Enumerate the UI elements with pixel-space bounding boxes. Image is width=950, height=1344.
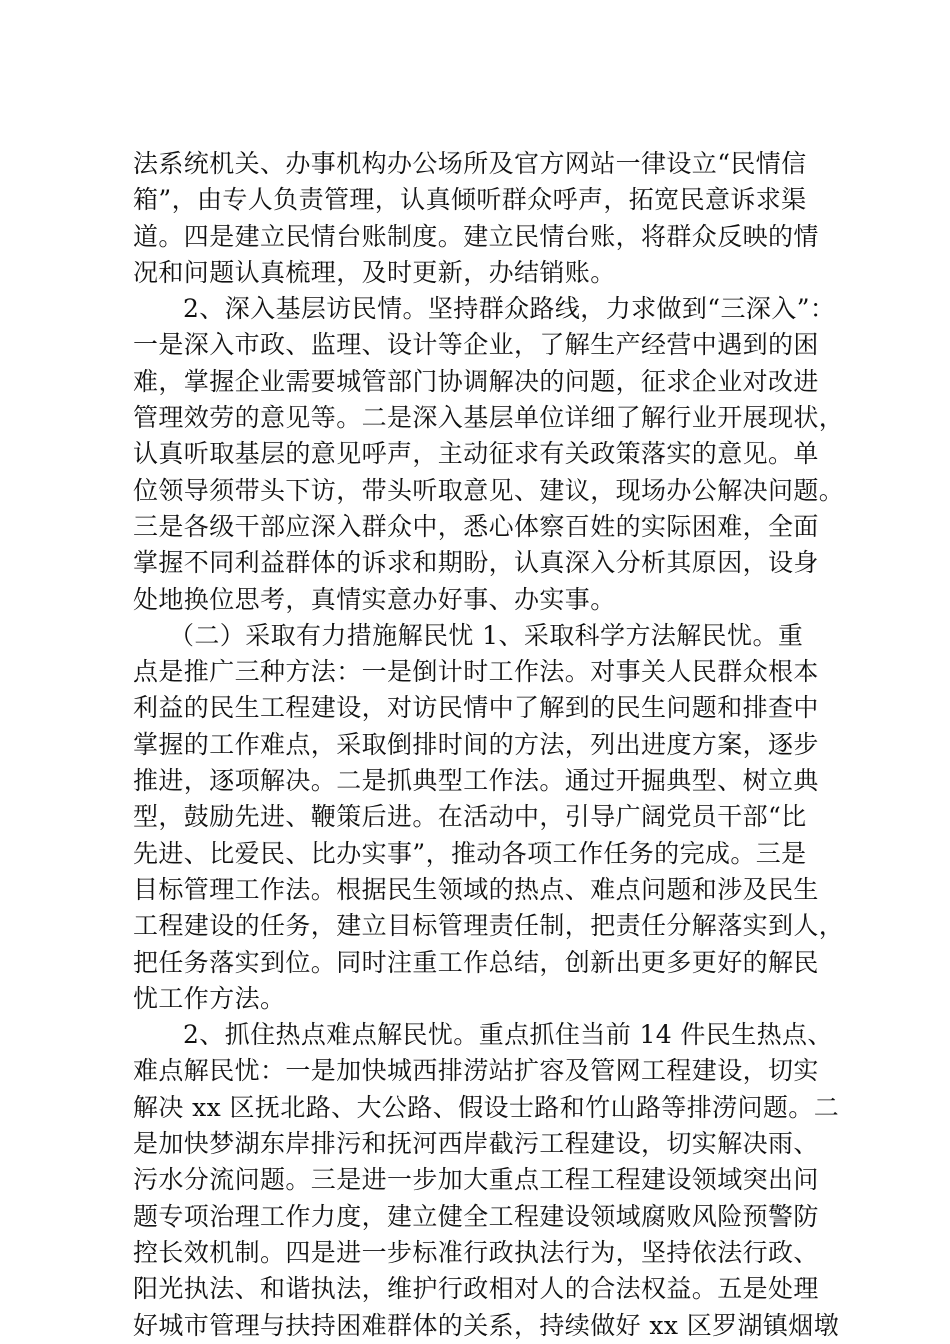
text-line: 好城市管理与扶持困难群体的关系，持续做好 xx 区罗湖镇烟墩 <box>133 1310 840 1340</box>
text-line: 题专项治理工作力度，建立健全工程建设领域腐败风险预警防 <box>133 1201 819 1231</box>
text-line: 解决 xx 区抚北路、大公路、假设士路和竹山路等排涝问题。二 <box>133 1092 840 1122</box>
text-line: 控长效机制。四是进一步标准行政执法行为，坚持依法行政、 <box>133 1237 819 1267</box>
text-line: 型，鼓励先进、鞭策后进。在活动中，引导广阔党员干部“比 <box>133 802 807 832</box>
paragraph-start-line: 2、深入基层访民情。坚持群众路线，力求做到“三深入”： <box>183 294 836 324</box>
text-line: 三是各级干部应深入群众中，悉心体察百姓的实际困难，全面 <box>133 511 819 541</box>
text-line: 先进、比爱民、比办实事”，推动各项工作任务的完成。三是 <box>133 838 807 868</box>
text-line: 点是推广三种方法：一是倒计时工作法。对事关人民群众根本 <box>133 657 819 687</box>
text-line: 管理效劳的意见等。二是深入基层单位详细了解行业开展现状， <box>133 403 845 433</box>
text-line: 箱”，由专人负责管理，认真倾听群众呼声，拓宽民意诉求渠 <box>133 185 807 215</box>
text-line: 污水分流问题。三是进一步加大重点工程工程建设领域突出问 <box>133 1165 819 1195</box>
text-line: 难，掌握企业需要城管部门协调解决的问题，征求企业对改进 <box>133 366 819 396</box>
text-line: 把任务落实到位。同时注重工作总结，创新出更多更好的解民 <box>133 947 819 977</box>
text-line: 掌握的工作难点，采取倒排时间的方法，列出进度方案，逐步 <box>133 729 819 759</box>
section-heading-line: （二）采取有力措施解民忧 1、采取科学方法解民忧。重 <box>169 620 804 650</box>
text-line: 难点解民忧：一是加快城西排涝站扩容及管网工程建设，切实 <box>133 1056 819 1086</box>
text-line: 工程建设的任务，建立目标管理责任制，把责任分解落实到人， <box>133 911 845 941</box>
paragraph-start-line: 2、抓住热点难点解民忧。重点抓住当前 14 件民生热点、 <box>183 1020 833 1050</box>
text-line: 认真听取基层的意见呼声，主动征求有关政策落实的意见。单 <box>133 439 819 469</box>
text-line: 掌握不同利益群体的诉求和期盼，认真深入分析其原因，设身 <box>133 548 819 578</box>
text-line: 利益的民生工程建设，对访民情中了解到的民生问题和排查中 <box>133 693 819 723</box>
document-body <box>133 146 845 1344</box>
text-line: 阳光执法、和谐执法，维护行政相对人的合法权益。五是处理 <box>133 1274 819 1304</box>
text-line: 况和问题认真梳理，及时更新，办结销账。 <box>133 257 616 287</box>
text-line: 道。四是建立民情台账制度。建立民情台账，将群众反映的情 <box>133 221 819 251</box>
text-line: 一是深入市政、监理、设计等企业，了解生产经营中遇到的困 <box>133 330 819 360</box>
text-line: 目标管理工作法。根据民生领域的热点、难点问题和涉及民生 <box>133 874 819 904</box>
text-line: 推进，逐项解决。二是抓典型工作法。通过开掘典型、树立典 <box>133 766 819 796</box>
text-line: 位领导须带头下访，带头听取意见、建议，现场办公解决问题。 <box>133 475 845 505</box>
text-line: 法系统机关、办事机构办公场所及官方网站一律设立“民情信 <box>133 149 807 178</box>
text-line: 处地换位思考，真情实意办好事、办实事。 <box>133 584 616 614</box>
text-line: 忧工作方法。 <box>133 983 286 1013</box>
text-line: 是加快梦湖东岸排污和抚河西岸截污工程建设，切实解决雨、 <box>133 1129 819 1159</box>
